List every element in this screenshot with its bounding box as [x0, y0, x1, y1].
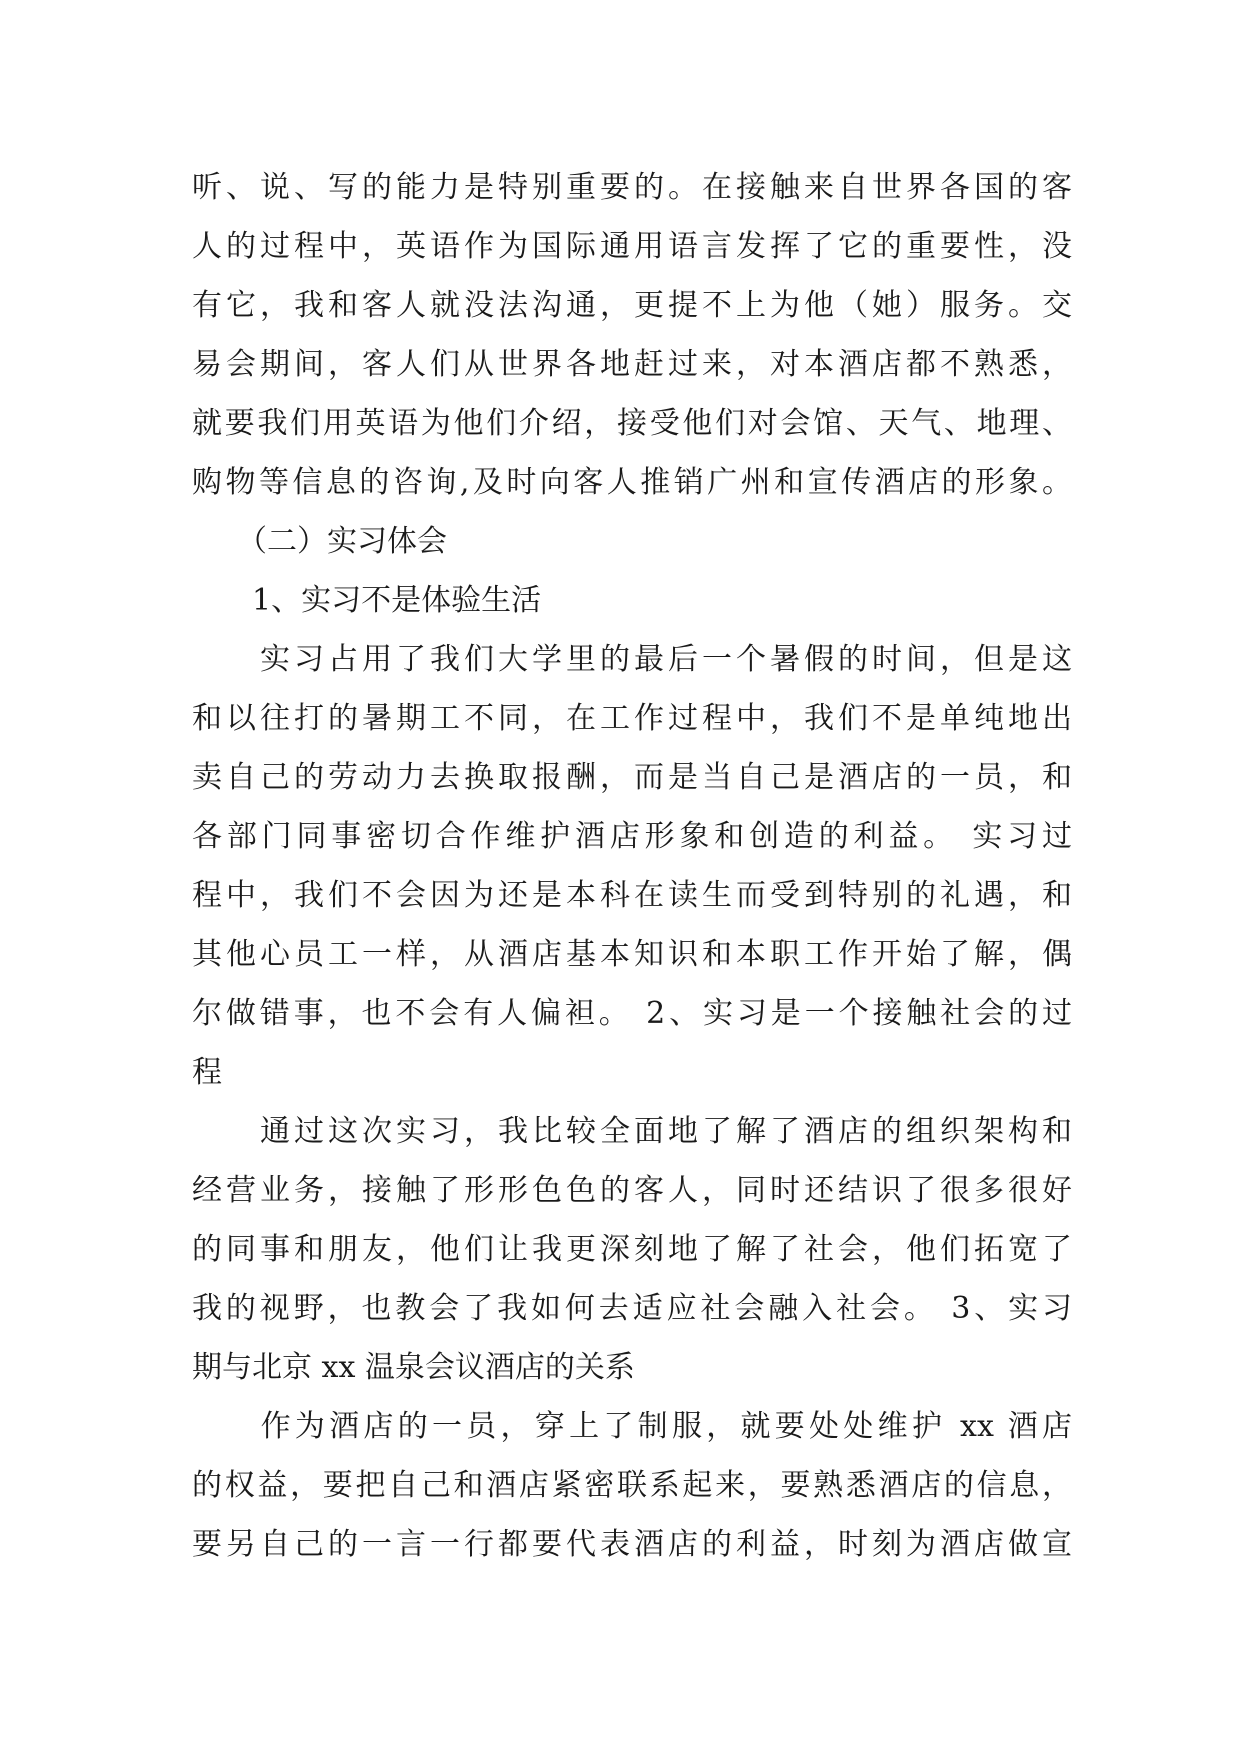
text-line: 经营业务，接触了形形色色的客人，同时还结识了很多很好 [192, 1173, 1072, 1208]
text-line: 的权益，要把自己和酒店紧密联系起来，要熟悉酒店的信息， [192, 1468, 1072, 1503]
text-line: 我的视野，也教会了我如何去适应社会融入社会。 3、实习 [192, 1291, 1072, 1326]
text-line: 易会期间，客人们从世界各地赶过来，对本酒店都不熟悉， [192, 347, 1072, 382]
text-line: 尔做错事，也不会有人偏袒。 2、实习是一个接触社会的过 [192, 996, 1072, 1031]
text-line: 各部门同事密切合作维护酒店形象和创造的利益。 实习过 [192, 819, 1072, 854]
text-line: 期与北京 xx 温泉会议酒店的关系 [192, 1350, 635, 1385]
text-line: 有它，我和客人就没法沟通，更提不上为他（她）服务。交 [192, 288, 1072, 323]
body-text [192, 158, 1072, 1574]
section-heading: （二）实习体会 [192, 524, 447, 559]
text-line: 购物等信息的咨询,及时向客人推销广州和宣传酒店的形象。 [192, 465, 1072, 500]
text-line: 程中，我们不会因为还是本科在读生而受到特别的礼遇，和 [192, 878, 1072, 913]
text-line: 听、说、写的能力是特别重要的。在接触来自世界各国的客 [192, 170, 1072, 205]
text-line: 人的过程中，英语作为国际通用语言发挥了它的重要性，没 [192, 229, 1072, 264]
text-line: 通过这次实习，我比较全面地了解了酒店的组织架构和 [192, 1114, 1072, 1149]
subsection-heading: 1、实习不是体验生活 [192, 583, 542, 618]
text-line: 实习占用了我们大学里的最后一个暑假的时间，但是这 [192, 642, 1072, 677]
text-line: 卖自己的劳动力去换取报酬，而是当自己是酒店的一员，和 [192, 760, 1072, 795]
text-line: 作为酒店的一员，穿上了制服，就要处处维护 xx 酒店 [192, 1409, 1072, 1444]
text-line: 的同事和朋友，他们让我更深刻地了解了社会，他们拓宽了 [192, 1232, 1072, 1267]
text-line: 程 [192, 1055, 222, 1090]
text-line: 要另自己的一言一行都要代表酒店的利益，时刻为酒店做宣 [192, 1527, 1072, 1562]
text-line: 和以往打的暑期工不同，在工作过程中，我们不是单纯地出 [192, 701, 1072, 736]
text-line: 就要我们用英语为他们介绍，接受他们对会馆、天气、地理、 [192, 406, 1072, 441]
text-line: 其他心员工一样，从酒店基本知识和本职工作开始了解，偶 [192, 937, 1072, 972]
